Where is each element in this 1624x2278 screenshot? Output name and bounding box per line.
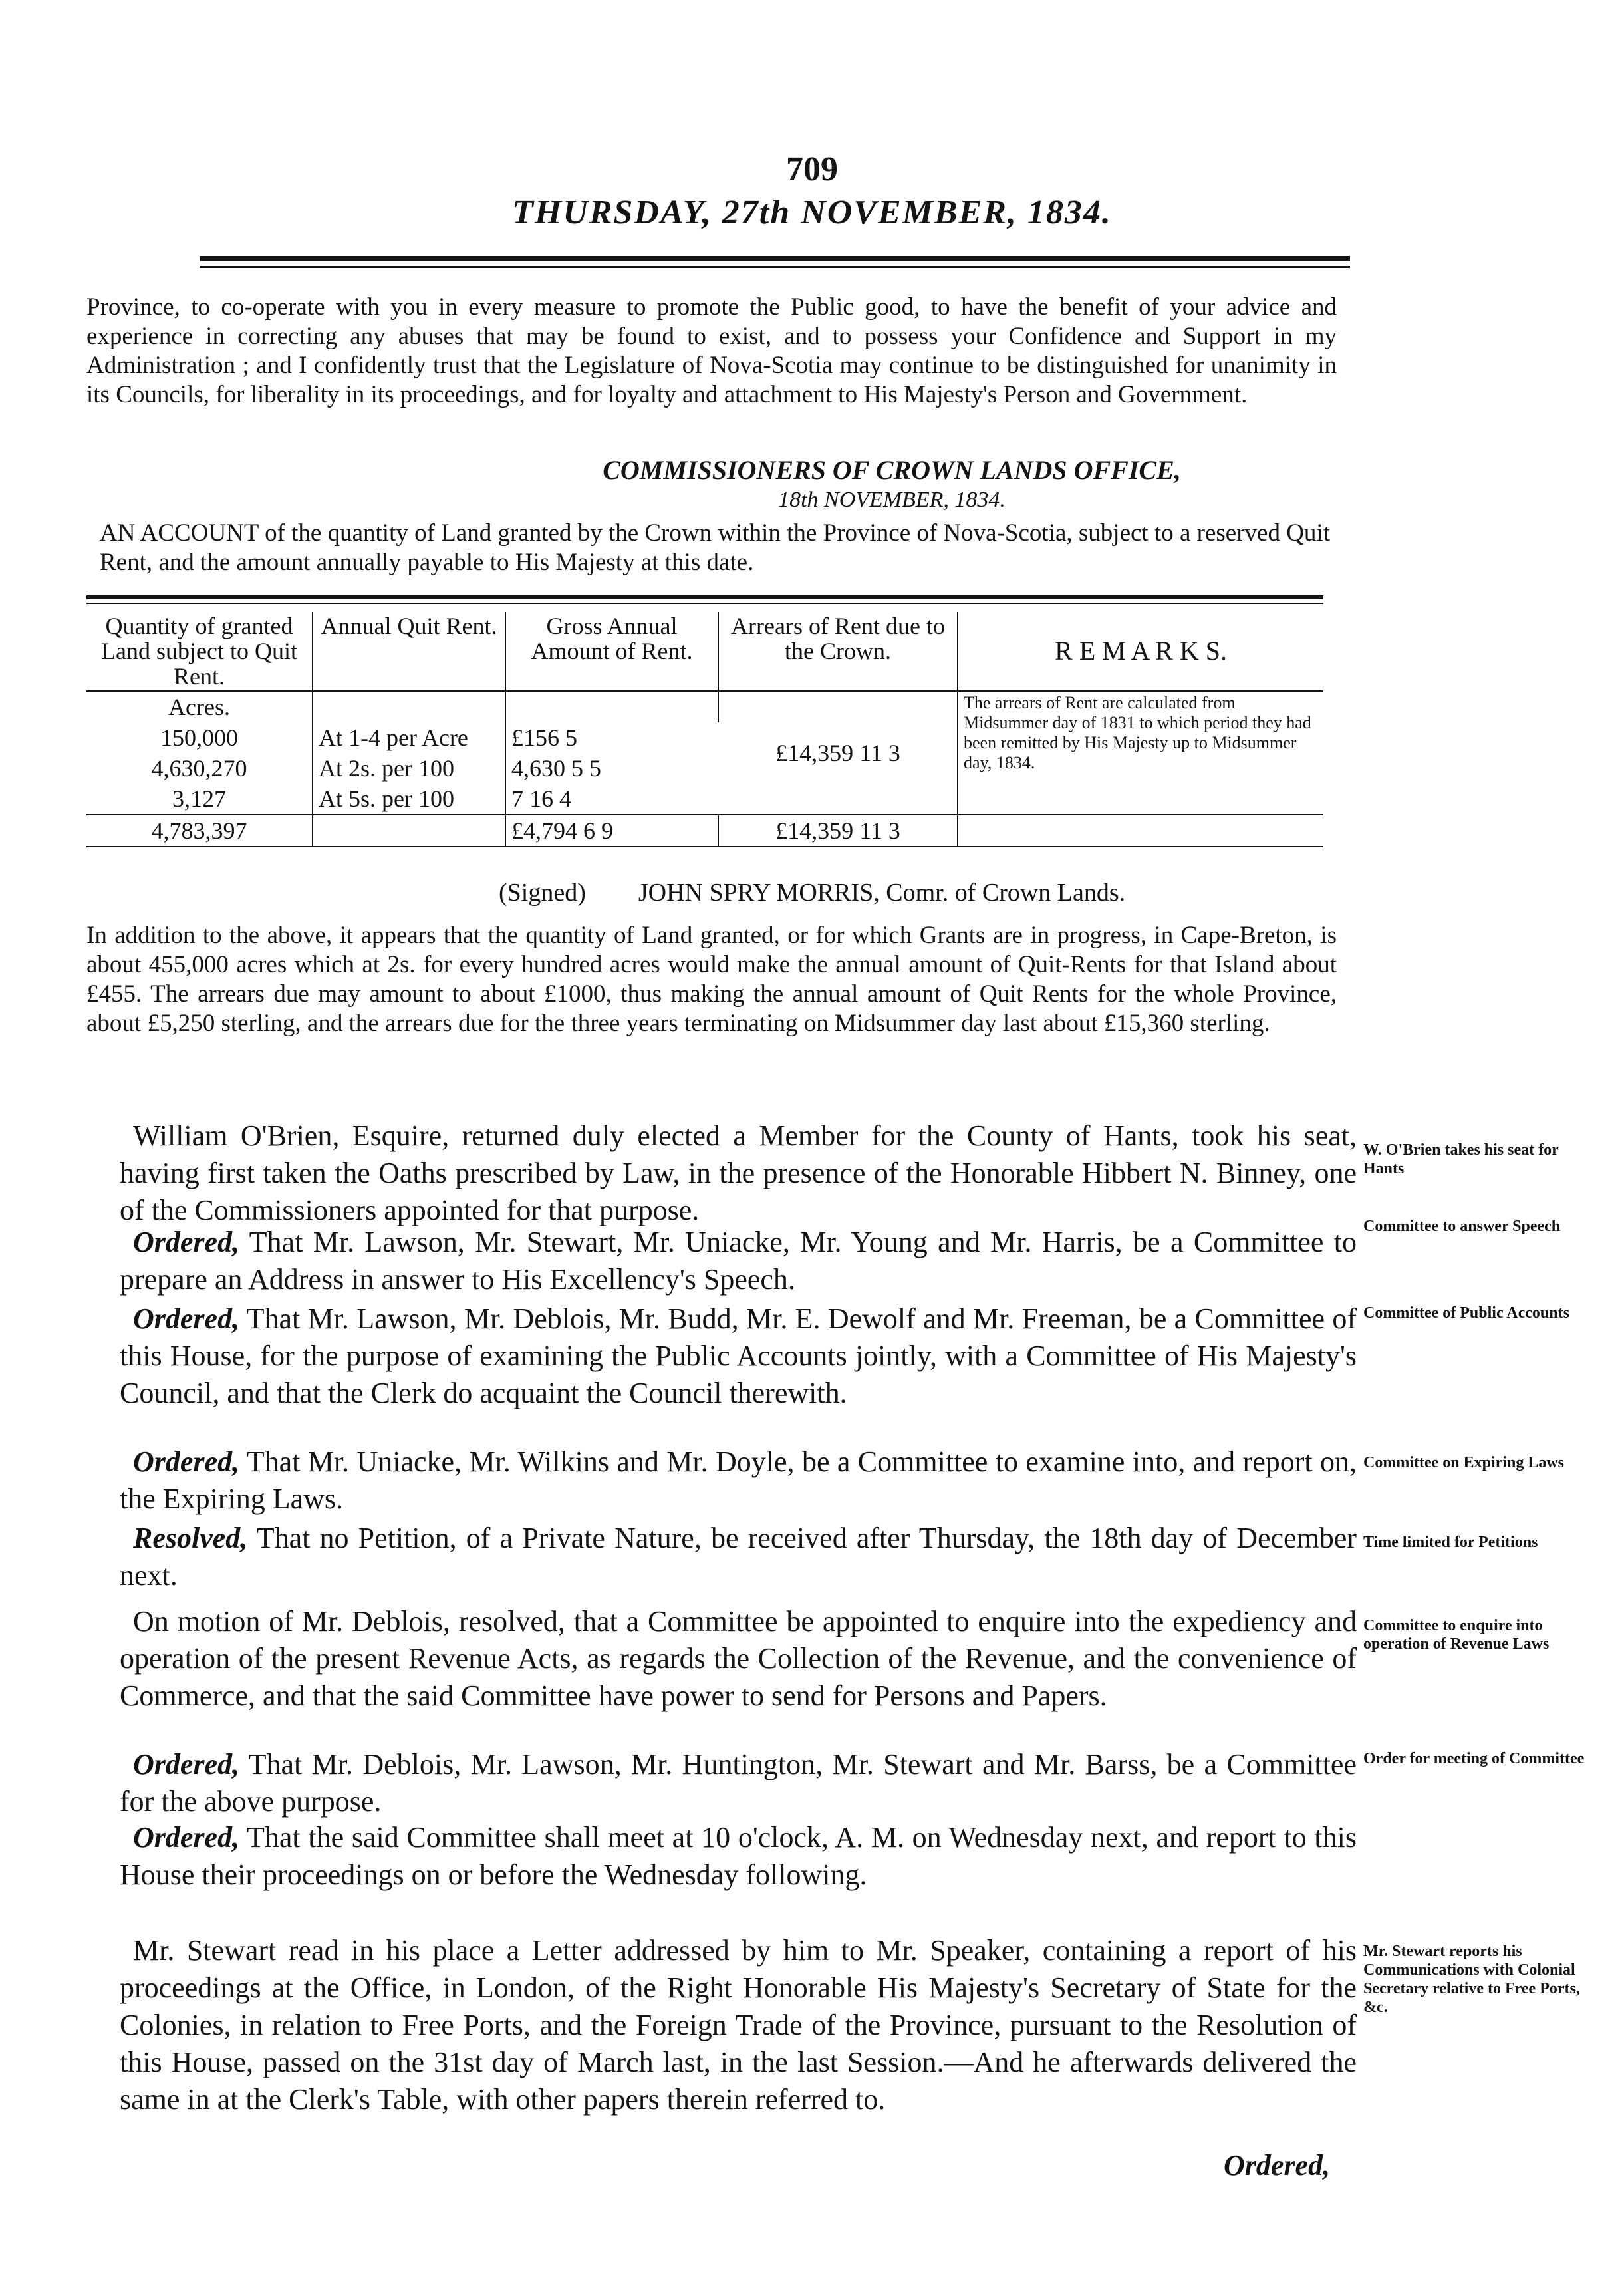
table-cell xyxy=(958,815,1323,847)
margin-note: Committee on Expiring Laws xyxy=(1363,1454,1564,1471)
col-gross-amount-header: Gross Annual Amount of Rent. xyxy=(505,612,718,691)
table-cell xyxy=(313,815,505,847)
crown-lands-account-table xyxy=(86,612,1323,847)
header-rule-thin xyxy=(200,266,1350,268)
gross-cell: 7 16 4 xyxy=(511,785,571,812)
table-total-row xyxy=(86,815,1323,847)
proceeding-obrien xyxy=(120,1117,1357,1229)
signed-name: JOHN SPRY MORRIS, Comr. of Crown Lands. xyxy=(638,879,1126,907)
page-number: 709 xyxy=(786,150,838,188)
proceeding-text: On motion of Mr. Deblois, resolved, that a Committee be appointed to enquire into the expediency and operation of the present Revenue Acts, as regards the Collection of the Revenue, and the convenience of Commerce, and that the said Committee have power to send for Persons and Papers. xyxy=(120,1605,1357,1712)
office-date: 18th NOVEMBER, 1834. xyxy=(778,488,1006,512)
signature-line xyxy=(499,878,1125,907)
table-header-row xyxy=(86,612,1323,691)
margin-note: Committee to answer Speech xyxy=(1363,1218,1561,1235)
proceeding-text: That Mr. Deblois, Mr. Lawson, Mr. Huntington, Mr. Stewart and Mr. Barss, be a Committee for the above purpose. xyxy=(120,1748,1357,1818)
proceeding-text: That the said Committee shall meet at 10 o'clock, A. M. on Wednesday next, and report to this House their proceedings on or before the Wednesday following. xyxy=(120,1821,1357,1891)
margin-note: Time limited for Petitions xyxy=(1363,1534,1538,1551)
table-cell xyxy=(505,691,718,722)
table-top-rule-thick xyxy=(86,595,1323,599)
acres-cell: 150,000 xyxy=(86,722,313,753)
proceeding-text: Mr. Stewart read in his place a Letter addressed by him to Mr. Speaker, containing a report of his proceedings at the Office, in London, of the Right Honorable His Majesty's Secretary of State for the Colonies, in relation to Free Ports, and the Foreign Trade of the Province, pursuant to the Resolution of this House, passed on the 31st day of March last, in the last Session.—And he afterwards delivered the same in at the Clerk's Table, with other papers therein referred to. xyxy=(120,1934,1357,2116)
total-gross: £4,794 6 9 xyxy=(505,815,718,847)
margin-note: Mr. Stewart reports his Communications with Colonial Secretary relative to Free Ports, &c. xyxy=(1363,1943,1580,2016)
acres-unit: Acres. xyxy=(86,691,313,722)
col-quantity-header: Quantity of granted Land subject to Quit Rent. xyxy=(86,612,313,691)
table-top-rule-thin xyxy=(86,603,1323,604)
remarks-cell: The arrears of Rent are calculated from Midsummer day of 1831 to which period they had been remitted by His Majesty up to Midsummer day, 1834. xyxy=(964,693,1311,772)
total-acres: 4,783,397 xyxy=(86,815,313,847)
margin-note: Committee to enquire into operation of Revenue Laws xyxy=(1363,1617,1550,1653)
proceeding-expiring-laws xyxy=(120,1443,1357,1518)
margin-note: Order for meeting of Committee xyxy=(1363,1750,1585,1767)
proceeding-text: That no Petition, of a Private Nature, be received after Thursday, the 18th day of December next. xyxy=(120,1522,1357,1592)
total-arrears: £14,359 11 3 xyxy=(718,815,958,847)
arrears-cell: £14,359 11 3 xyxy=(718,691,958,815)
account-intro: AN ACCOUNT of the quantity of Land granted by the Crown within the Province of Nova-Scotia, subject to a reserved Quit Rent, and the amount annually payable to His Majesty at this date. xyxy=(100,519,1330,576)
rate-cell: At 5s. per 100 xyxy=(313,783,505,815)
proceeding-revenue-motion xyxy=(120,1603,1357,1715)
proceeding-text: That Mr. Lawson, Mr. Deblois, Mr. Budd, Mr. E. Dewolf and Mr. Freeman, be a Committee of this House, for the purpose of examining the Public Accounts jointly, with a Committee of His Majesty's Council, and that the Clerk do acquaint the Council therewith. xyxy=(120,1302,1357,1409)
proceeding-lead: Ordered, xyxy=(133,1445,240,1478)
proceeding-revenue-committee xyxy=(120,1746,1357,1820)
signed-label: (Signed) xyxy=(499,879,586,907)
proceeding-lead: Ordered, xyxy=(133,1748,240,1780)
margin-note: W. O'Brien takes his seat for Hants xyxy=(1363,1141,1559,1177)
rate-cell: At 1-4 per Acre xyxy=(313,722,505,753)
col-arrears-header: Arrears of Rent due to the Crown. xyxy=(718,612,958,691)
proceeding-text: William O'Brien, Esquire, returned duly elected a Member for the County of Hants, took his seat, having first taken the Oaths prescribed by Law, in the presence of the Honorable Hibbert N. Binney, one of the Commissioners appointed for that purpose. xyxy=(120,1119,1357,1226)
proceeding-address-committee xyxy=(120,1224,1357,1298)
date-line: THURSDAY, 27th NOVEMBER, 1834. xyxy=(512,194,1112,231)
col-annual-quit-rent-header: Annual Quit Rent. xyxy=(313,612,505,691)
gross-cell: 4,630 5 5 xyxy=(511,755,601,782)
addition-paragraph: In addition to the above, it appears that the quantity of Land granted, or for which Grants are in progress, in Cape-Breton, is about 455,000 acres which at 2s. for every hundred acres would make the annual amount of Quit-Rents for that Island about £455. The arrears due may amount to about £1000, thus making the annual amount of Quit Rents for the whole Province, about £5,250 sterling, and the arrears due for the three years terminating on Midsummer day last about £15,360 sterling. xyxy=(86,922,1337,1037)
proceeding-lead: Ordered, xyxy=(133,1821,240,1854)
rate-cell: At 2s. per 100 xyxy=(313,753,505,783)
proceeding-meeting-order xyxy=(120,1819,1357,1894)
proceeding-lead: Ordered, xyxy=(133,1302,240,1335)
proceeding-lead: Resolved, xyxy=(133,1522,248,1554)
catchword: Ordered, xyxy=(1224,2149,1331,2182)
proceeding-petitions xyxy=(120,1520,1357,1594)
col-remarks-header: R E M A R K S. xyxy=(958,612,1323,691)
opening-paragraph: Province, to co-operate with you in every measure to promote the Public good, to have the benefit of your advice and experience in correcting any abuses that may be found to exist, and to possess your Confidence and Support in my Administration ; and I confidently trust that the Legislature of Nova-Scotia may continue to be distinguished for unanimity in its Councils, for liberality in its proceedings, and for loyalty and attachment to His Majesty's Person and Government. xyxy=(86,293,1337,408)
proceeding-stewart-letter xyxy=(120,1932,1357,2118)
header-rule-thick xyxy=(200,256,1350,261)
acres-cell: 3,127 xyxy=(86,783,313,815)
table-row xyxy=(86,691,1323,722)
acres-cell: 4,630,270 xyxy=(86,753,313,783)
proceeding-lead: Ordered, xyxy=(133,1226,240,1258)
proceeding-text: That Mr. Uniacke, Mr. Wilkins and Mr. Doyle, be a Committee to examine into, and report on, the Expiring Laws. xyxy=(120,1445,1357,1515)
gross-cell: £156 5 xyxy=(511,724,577,751)
office-heading: COMMISSIONERS OF CROWN LANDS OFFICE, xyxy=(603,455,1181,485)
proceeding-text: That Mr. Lawson, Mr. Stewart, Mr. Uniacke, Mr. Young and Mr. Harris, be a Committee to prepare an Address in answer to His Excellency's Speech. xyxy=(120,1226,1357,1296)
margin-note: Committee of Public Accounts xyxy=(1363,1304,1569,1322)
proceeding-accounts-committee xyxy=(120,1300,1357,1412)
table-cell xyxy=(313,691,505,722)
